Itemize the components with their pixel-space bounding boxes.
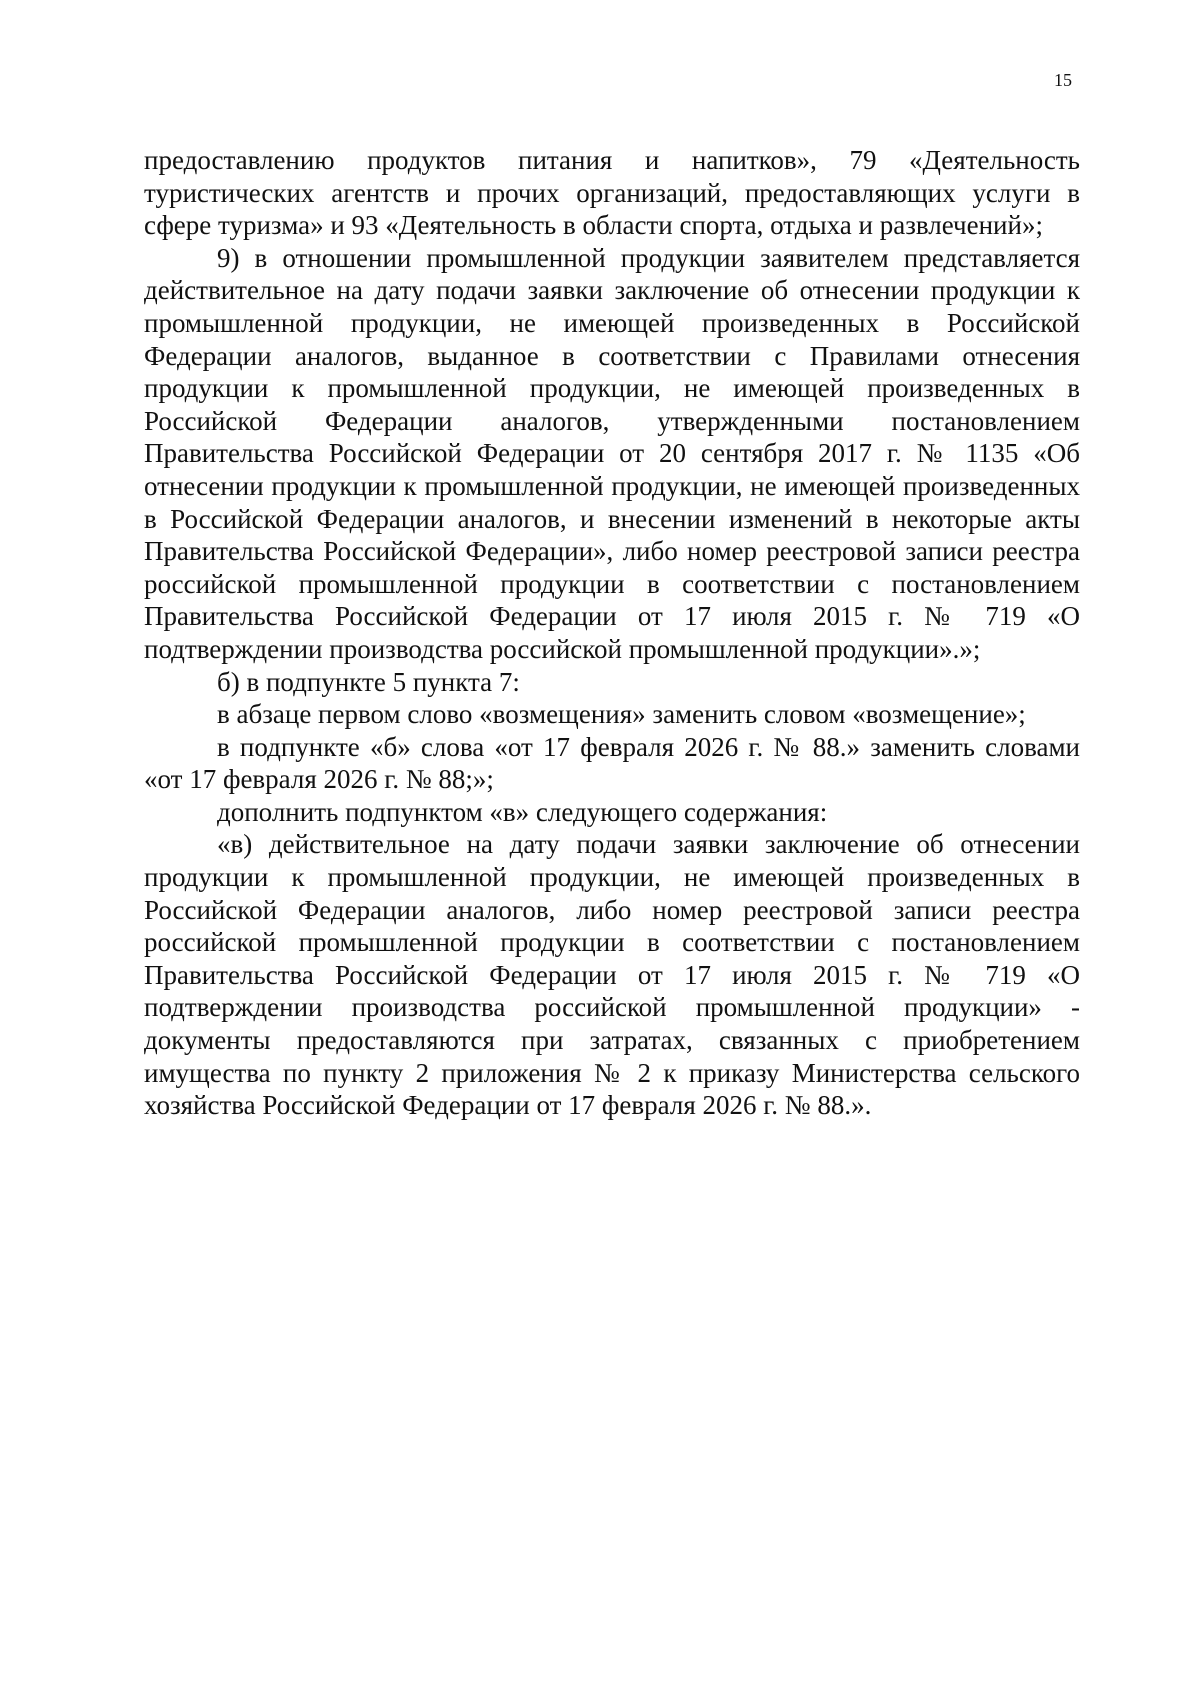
- paragraph-item-9: 9) в отношении промышленной продукции заявителем представляется действительное на дату подачи заявки заключение об отнесении продукции к промышленной продукции, не имеющей произведенных в Российской Федерации аналогов, выданное в соответствии с Правилами отнесения продукции к промышленной продукции, не имеющей произведенных в Российской Федерации аналогов, утвержденными постановлением Правительства Российской Федерации от 20 сентября 2017 г. № 1135 «Об отнесении продукции к промышленной продукции, не имеющей произведенных в Российской Федерации аналогов, и внесении изменений в некоторые акты Правительства Российской Федерации», либо номер реестровой записи реестра российской промышленной продукции в соответствии с постановлением Правительства Российской Федерации от 17 июля 2015 г. № 719 «О подтверждении производства российской промышленной продукции».»;: [144, 242, 1080, 664]
- document-body: [144, 144, 1080, 1122]
- paragraph-add-subitem-v: дополнить подпунктом «в» следующего содержания:: [217, 796, 828, 827]
- paragraph-subitem-v-text: «в) действительное на дату подачи заявки заключение об отнесении продукции к промышленной продукции, не имеющей произведенных в Российской Федерации аналогов, либо номер реестровой записи реестра российской промышленной продукции в соответствии с постановлением Правительства Российской Федерации от 17 июля 2015 г. № 719 «О подтверждении производства российской промышленной продукции» - документы предоставляются при затратах, связанных с приобретением имущества по пункту 2 приложения № 2 к приказу Министерства сельского хозяйства Российской Федерации от 17 февраля 2026 г. № 88.».: [144, 829, 1080, 1121]
- paragraph-subitem-b: б) в подпункте 5 пункта 7:: [217, 666, 520, 697]
- page-number: 15: [1054, 70, 1072, 90]
- paragraph-first-abzats-change: в абзаце первом слово «возмещения» заменить словом «возмещение»;: [217, 699, 1026, 730]
- paragraph-continuation: предоставлению продуктов питания и напитков», 79 «Деятельность туристических агентств и прочих организаций, предоставляющих услуги в сфере туризма» и 93 «Деятельность в области спорта, отдыха и развлечений»;: [144, 145, 1080, 241]
- paragraph-subitem-b-change: в подпункте «б» слова «от 17 февраля 2026 г. № 88.» заменить словами «от 17 февраля 2026 г. № 88;»;: [144, 731, 1080, 795]
